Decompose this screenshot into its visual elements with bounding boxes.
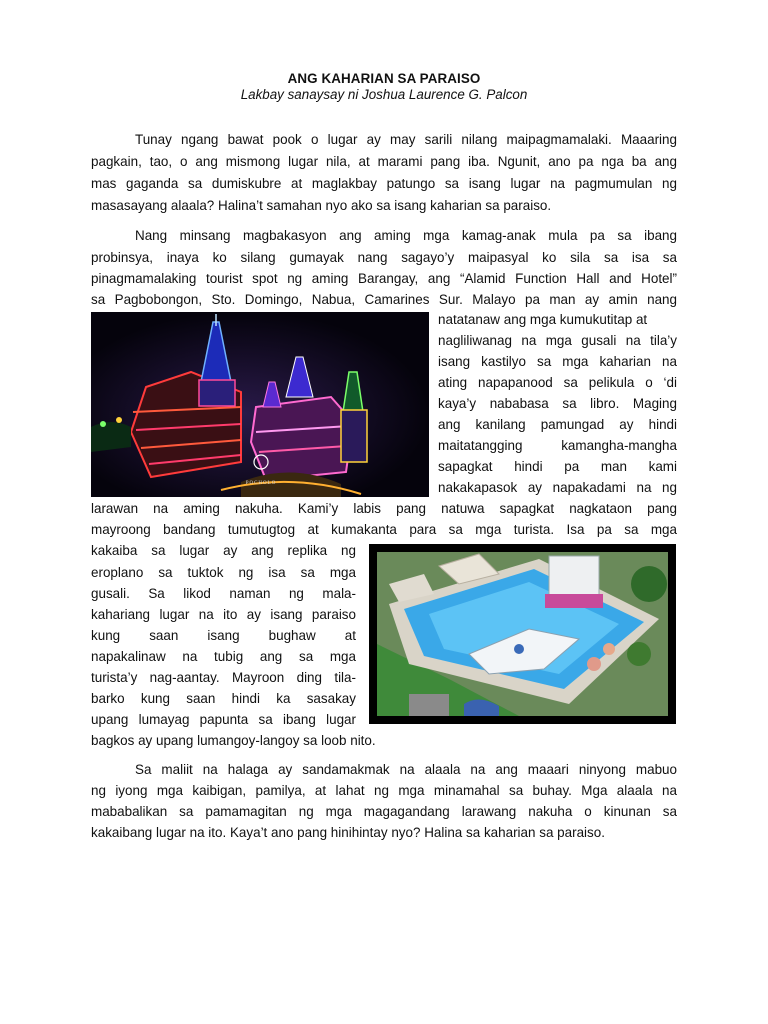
paragraph-2-line-23: barko kung saan hindi ka sasakay — [91, 691, 356, 706]
paragraph-2-line-14: larawan na aming nakuha. Kami’y labis pang natuwa sapagkat nagkataon pang — [91, 501, 677, 516]
paragraph-2-line-3: pinagmamalaking tourist spot ng aming Barangay, ang “Alamid Function Hall and Hotel” — [91, 271, 677, 286]
paragraph-3-line-1: Sa maliit na halaga ay sandamakmak na alaala na ang maaari ninyong mabuo — [135, 762, 677, 777]
photo-watermark: POCHOLO — [245, 481, 277, 486]
paragraph-1-line-1: Tunay ngang bawat pook o lugar ay may sarili nilang maipagmamalaki. Maaaring — [135, 132, 677, 147]
paragraph-2-line-19: kahariang lugar na ito ay isang paraiso — [91, 607, 356, 622]
paragraph-3-line-3: mababalikan sa pamamagitan ng mga magagandang larawang nakuha o kinunan sa — [91, 804, 677, 819]
paragraph-2-line-24: upang lumayag papunta sa ibang lugar — [91, 712, 356, 727]
paragraph-2-line-17: eroplano sa tuktok ng isa sa mga — [91, 565, 356, 580]
essay-byline: Lakbay sanaysay ni Joshua Laurence G. Palcon — [240, 87, 528, 102]
paragraph-2-line-15: mayroong bandang tumutugtog at kumakanta para sa mga turista. Isa pa sa mga — [91, 522, 677, 537]
paragraph-2-line-22: turista’y nag-aantay. Mayroon ding tila- — [91, 670, 356, 685]
paragraph-2-line-20: kung saan isang bughaw at — [91, 628, 356, 643]
paragraph-2-line-18: gusali. Sa likod naman ng mala- — [91, 586, 356, 601]
paragraph-1-line-2: pagkain, tao, o ang mismong lugar nila, at marami pang iba. Ngunit, ano pa nga ba ang — [91, 154, 677, 169]
paragraph-2-line-21: napakalinaw na tubig ang sa mga — [91, 649, 356, 664]
paragraph-2-line-12: sapagkat hindi pa man kami — [438, 459, 677, 474]
paragraph-1-line-4: masasayang alaala? Halina’t samahan nyo ako sa isang kaharian sa paraiso. — [91, 198, 552, 213]
paragraph-1-line-3: mas gaganda sa dumiskubre at maglakbay patungo sa isang lugar na pagmumulan ng — [91, 176, 677, 191]
essay-title: ANG KAHARIAN SA PARAISO — [287, 71, 481, 86]
paragraph-3-line-2: ng iyong mga kaibigan, pamilya, at lahat ng mga minamahal sa buhay. Mga alaala na — [91, 783, 677, 798]
pool-aerial-photo — [369, 544, 676, 724]
paragraph-2-line-13: nakakapasok ay napakadami na ng — [438, 480, 677, 495]
paragraph-2-line-4: sa Pagbobongon, Sto. Domingo, Nabua, Camarines Sur. Malayo pa man ay amin nang — [91, 292, 677, 307]
night-castle-photo — [91, 312, 429, 497]
paragraph-2-line-6: nagliliwanag na mga gusali na tila’y — [438, 333, 677, 348]
paragraph-2-line-11: maitatangging kamangha-mangha — [438, 438, 677, 453]
paragraph-2-line-25: bagkos ay upang lumangoy-langoy sa loob nito. — [91, 733, 376, 748]
paragraph-2-line-7: isang kastilyo sa mga kaharian na — [438, 354, 677, 369]
paragraph-2-line-1: Nang minsang magbakasyon ang aming mga kamag-anak mula pa sa ibang — [135, 228, 677, 243]
paragraph-2-line-16: kakaiba sa lugar ay ang replika ng — [91, 543, 356, 558]
paragraph-3-line-4: kakaibang lugar na ito. Kaya’t ano pang hinihintay nyo? Halina sa kaharian sa paraiso. — [91, 825, 605, 840]
paragraph-2-line-2: probinsya, inaya ko silang gumayak nang sagayo’y maipasyal ko sila sa isa sa — [91, 250, 677, 265]
paragraph-2-line-8: ating napapanood sa pelikula o ‘di — [438, 375, 677, 390]
paragraph-2-line-10: ang kanilang pamungad ay hindi — [438, 417, 677, 432]
paragraph-2-line-9: kaya’y nababasa sa libro. Maging — [438, 396, 677, 411]
paragraph-2-line-5: natatanaw ang mga kumukutitap at — [438, 312, 648, 327]
